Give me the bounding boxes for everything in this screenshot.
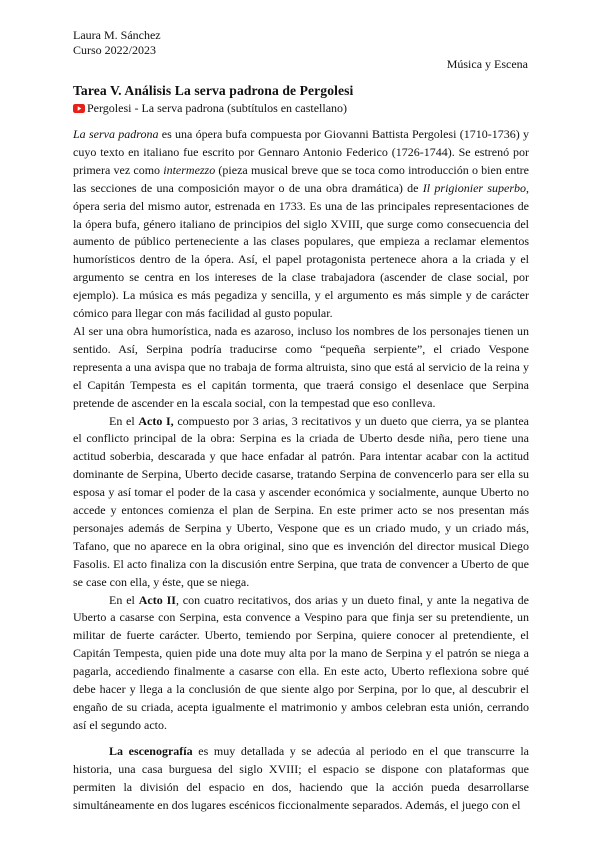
video-link[interactable]	[73, 101, 347, 116]
act-1-label: Acto I,	[138, 413, 174, 428]
opera-title-italic: La serva padrona	[73, 127, 159, 141]
course-year: Curso 2022/2023	[73, 43, 157, 57]
author-name: Laura M. Sánchez	[73, 28, 161, 42]
act-2-label: Acto II	[138, 592, 176, 607]
prigionier-title: Il prigionier superbo	[422, 180, 527, 195]
video-link-text: Pergolesi - La serva padrona (subtítulos en castellano)	[87, 101, 348, 115]
intermezzo-term: intermezzo	[163, 162, 216, 177]
paragraph-names: Al ser una obra humorística, nada es azaroso, incluso los nombres de los personajes tienen un sentido. Así, Serpina podría traducirse como “pequeña serpiente”, el criado Vespone representa a una avispa que no trabaja de forma altruista, sino que está al servicio de la reina y el Capitán Tempesta es el capitán tormenta, que traerá consigo el desenlace que Serpina pretende de ascender en la escala social, con la tempestad que eso conlleva.	[73, 323, 529, 410]
paragraph-intro: La serva padrona es una ópera bufa compuesta por Giovanni Battista Pergolesi (1710-1736) y cuyo texto en italiano fue escrito por Gennaro Antonio Federico (1726-1744). Se estrenó por primera vez como intermezzo (pieza musical breve que se toca como introducción o bien entre las secciones de una composición mayor o de una obra dramática) de Il prigionier superbo, ópera seria del mismo autor, estrenada en 1733. Es una de las principales representaciones de la ópera bufa, género italiano de principios del siglo XVIII, que surge como consecuencia del aumento de público perteneciente a las clases populares, que empieza a reclamar elementos humorísticos dentro de la ópera. Así, el papel protagonista pertenece ahora a la criada y el argumento se centra en los intereses de la clase trabajadora (ascender de clase social, por ejemplo). La música es más pegadiza y sencilla, y el argumento es más simple y de carácter cómico para llegar con más facilidad al gusto popular.	[73, 127, 530, 321]
document-title: Tarea V. Análisis La serva padrona de Pergolesi	[73, 83, 354, 98]
subject-name: Música y Escena	[446, 57, 528, 71]
document-body	[73, 126, 529, 814]
youtube-icon	[73, 104, 85, 113]
scenography-label: La escenografía	[109, 743, 193, 758]
paragraph-act-1: En el Acto I, compuesto por 3 arias, 3 recitativos y un dueto que cierra, ya se plantea el conflicto principal de la obra: Serpina es la criada de Uberto desde niña, pero tiene una actitud soberbia, descarada y que hace enfadar al patrón. Para intentar acabar con la actitud dominante de Serpina, Uberto decide casarse, tratando Serpina de convencerlo para ser ella su esposa y así tomar el poder de la casa y ascender económica y socialmente, aunque Uberto no accede y entonces comienza el plan de Serpina. En este primer acto se nos presentan más personajes además de Serpina y Uberto, Vespone que es un criado mudo, y un criado más, Tafano, que no aparece en la obra original, sino que es invención del director musical Diego Fasolis. El acto finaliza con la discusión entre Serpina, que trata de convencer a Uberto de que se case con ella, y éste, que se niega.	[73, 413, 529, 589]
paragraph-act-2: En el Acto II, con cuatro recitativos, dos arias y un dueto final, y ante la negativa de Uberto a casarse con Serpina, esta convence a Vespino para que finja ser su pretendiente, un militar de fuerte carácter. Uberto, temiendo por Serpina, quiere conocer al pretendiente, el Capitán Tempesta, quien pide una dote muy alta por la mano de Serpina y el patrón se niega a pagarla, accediendo finalmente a casarse con ella. En este acto, Uberto reflexiona sobre qué debe hacer y llega a la conclusión de que siente algo por Serpina, por lo que, al descubrir el engaño de su criada, acepta igualmente el matrimonio y ambos celebran esta unión, cerrando así el segundo acto.	[73, 592, 529, 732]
paragraph-scenography: La escenografía es muy detallada y se adecúa al periodo en el que transcurre la historia, una casa burguesa del siglo XVIII; el espacio se dispone con plataformas que permiten la división del espacio en dos, haciendo que la acción pueda desarrollarse simultáneamente en dos lugares escénicos ficcionalmente separados. Además, el juego con el	[73, 743, 530, 812]
